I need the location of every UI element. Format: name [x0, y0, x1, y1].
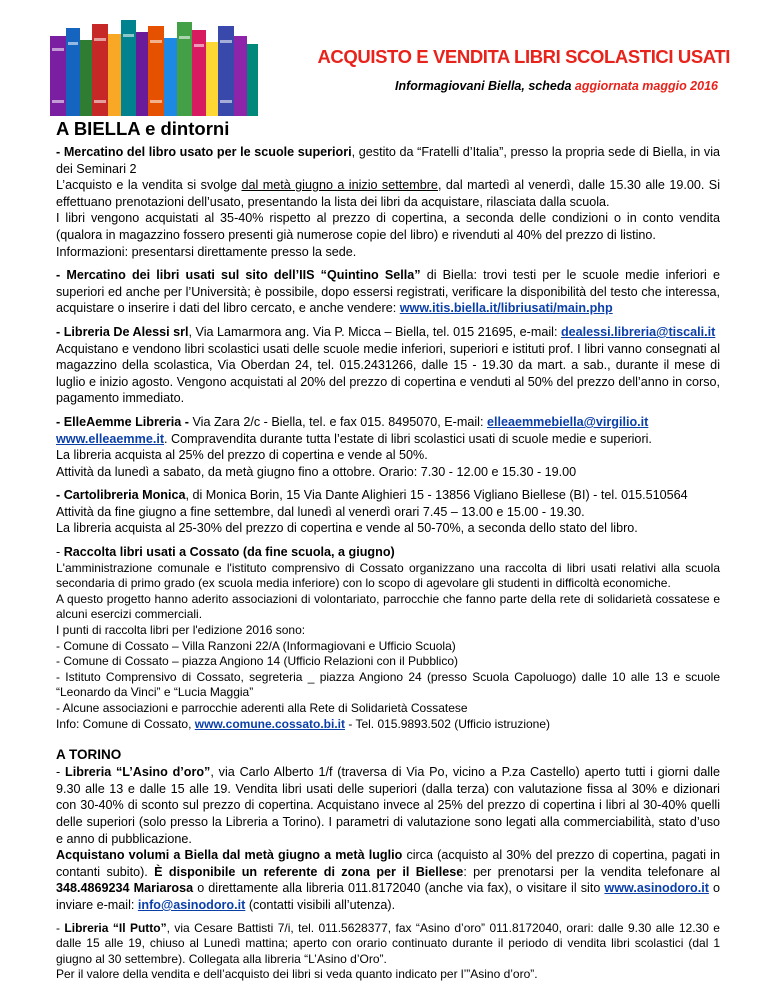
entry-title: - Mercatino del libro usato per le scuole superiori	[56, 145, 352, 159]
elleaemme-site-link[interactable]: www.elleaemme.it	[56, 431, 165, 446]
entry-de-alessi	[56, 324, 720, 407]
entry-text: o direttamente alla libreria 011.8172040 (anche via fax), o visitare il sito	[193, 881, 605, 896]
entry-cossato	[56, 544, 720, 732]
entry-text: o inviare e-mail:	[56, 881, 720, 912]
entry-asino-doro	[56, 764, 720, 913]
entry-paragraph	[56, 717, 720, 733]
asinodoro-site-link[interactable]: www.asinodoro.it	[604, 881, 709, 896]
entry-text: di Biella: trovi testi per le scuole medie inferiori e superiori ed anche per l’Università; è possibile, dopo essersi registrati, verificare la disponibilità del testo che interessa, acquistare o inserire i dati del libro cercato, e anche vendere:	[56, 268, 720, 316]
entry-title: - Libreria De Alessi srl	[56, 324, 189, 339]
entry-paragraph	[56, 267, 720, 317]
entry-paragraph	[56, 544, 720, 561]
collection-point: - Comune di Cossato – Villa Ranzoni 22/A (Informagiovani e Ufficio Scuola)	[56, 638, 456, 653]
entry-paragraph: Per il valore della vendita e dell’acquisto dei libri si veda quanto indicato per l’”Asino d’oro”.	[56, 967, 538, 982]
sella-site-link[interactable]: www.itis.biella.it/libriusati/main.php	[399, 301, 613, 316]
dealessi-email-link[interactable]: dealessi.libreria@tiscali.it	[560, 324, 716, 339]
entry-paragraph	[56, 764, 720, 847]
entry-paragraph: L'amministrazione comunale e l'istituto comprensivo di Cossato organizzano una raccolta di libri usati relativi alla scuola secondaria di primo grado (ex scuola media inferiore) con lo scopo di agevolare gli studenti in difficoltà economiche.	[56, 560, 720, 591]
document-title: ACQUISTO E VENDITA LIBRI SCOLASTICI USATI	[317, 46, 730, 67]
entry-text: , Via Lamarmora ang. Via P. Micca – Biella, tel. 015 21695, e-mail:	[188, 324, 561, 339]
entry-text: Via Zara 2/c - Biella, tel. e fax 015. 8495070, E-mail:	[188, 414, 487, 429]
entry-dash: -	[56, 545, 64, 560]
entry-monica	[56, 487, 720, 537]
subtitle-updated: aggiornata maggio 2016	[574, 79, 718, 93]
entry-paragraph: I punti di raccolta libri per l'edizione 2016 sono:	[56, 623, 306, 638]
subtitle-prefix: Informagiovani Biella, scheda	[394, 79, 575, 93]
entry-text: (contatti visibili all’utenza).	[245, 897, 396, 912]
entry-paragraph	[56, 921, 720, 968]
entry-text: L’acquisto e la vendita si svolge	[56, 178, 242, 193]
entry-title: - ElleAemme Libreria -	[56, 414, 189, 429]
entry-title: Libreria “Il Putto”	[64, 920, 167, 935]
entry-il-putto	[56, 921, 720, 983]
entry-title: - Mercatino dei libri usati sul sito dell’IIS “Quintino Sella”	[56, 268, 421, 283]
entry-paragraph: Attività da lunedì a sabato, da metà giugno fino a ottobre. Orario: 7.30 - 12.00 e 15.30 - 19.00	[56, 464, 577, 479]
entry-title: Libreria “L’Asino d’oro”	[65, 765, 211, 780]
entry-text: . Compravendita durante tutta l’estate di libri scolastici usati di scuole medie e superiori.	[164, 431, 652, 446]
books-illustration	[48, 14, 260, 118]
collection-point: - Comune di Cossato – piazza Angiono 14 (Ufficio Relazioni con il Pubblico)	[56, 654, 458, 669]
entry-text: - Tel. 015.9893.502 (Ufficio istruzione)	[345, 716, 551, 731]
entry-text: : per prenotarsi per la vendita telefonare al	[463, 864, 721, 879]
entry-text: , via Cesare Battisti 7/i, tel. 011.5628377, fax “Asino d’oro” 011.8172040, orari: dalle 9.30 alle 12.30 e dalle 15 alle 19, chiuso al Lunedì mattina; aperto con orario continuato durante il periodo di vendita libri scolastici (dal 1 giugno al 30 settembre). Collegata alla libreria “L’Asino d’Oro”.	[56, 920, 720, 966]
entry-paragraph: La libreria acquista al 25% del prezzo di copertina e vende al 50%.	[56, 448, 428, 463]
entry-text: circa (acquisto al 30% del prezzo di copertina, pagati in contanti subito).	[56, 848, 720, 879]
collection-point: - Alcune associazioni e parrocchie aderenti alla Rete di Solidarietà Cossatese	[56, 701, 468, 715]
entry-paragraph: I libri vengono acquistati al 35-40% rispetto al prezzo di copertina, a seconda delle condizioni o in conto vendita (qualora in magazzino fossero presenti già numerose copie del libro) e rivenduti al 40% del prezzo di listino.	[56, 211, 720, 242]
entry-paragraph: Acquistano e vendono libri scolastici usati delle scuole medie inferiori, superiori e istituti prof. I libri vanno consegnati al magazzino della scolastica, Via Oberdan 24, tel. 015.2431266, dalle 15 - 19.30 da mart. a sab., durante il mese di luglio e inizio agosto. Vengono acquistati al 20% del prezzo di copertina e venduti al 50% del prezzo dell’anno in corso, pagamento immediato.	[56, 341, 720, 406]
entry-text: , gestito da “Fratelli d’Italia”, presso la propria sede di Biella, in via dei Seminari 2	[56, 145, 720, 176]
entry-paragraph: Attività da fine giugno a fine settembre, dal lunedì al venerdì orari 7.45 – 13.00 e 15.00 - 19.30.	[56, 504, 585, 519]
entry-paragraph	[56, 847, 720, 913]
entry-dash: -	[56, 765, 65, 780]
entry-text: , dal martedì al venerdì, dalle 15.30 alle 19.00. Si effettuano prenotazioni dell’usato, presentando la lista dei libri da acquistare, rilasciata dalla scuola.	[56, 178, 720, 209]
entry-title: - Cartolibreria Monica	[56, 488, 186, 503]
document-subtitle	[300, 79, 718, 93]
collection-point: - Istituto Comprensivo di Cossato, segreteria _ piazza Angiono 24 (presso Scuola Capoluogo) dalle 10 alle 13 e scuole “Leonardo da Vinci” e “Lucia Maggia”	[56, 669, 720, 700]
entry-elleaemme	[56, 414, 720, 480]
entry-paragraph	[56, 177, 720, 210]
entry-paragraph	[56, 487, 720, 504]
entry-text: Info: Comune di Cossato,	[56, 716, 195, 731]
entry-text: , di Monica Borin, 15 Via Dante Alighieri 15 - 13856 Vigliano Biellese (BI) - tel. 015.510564	[185, 488, 688, 503]
elleaemme-email-link[interactable]: elleaemmebiella@virgilio.it	[486, 414, 649, 429]
entry-paragraph: La libreria acquista al 25-30% del prezzo di copertina e vende al 50-70%, a seconda dello stato del libro.	[56, 521, 638, 536]
books-row	[50, 20, 258, 116]
entry-title: Raccolta libri usati a Cossato (da fine scuola, a giugno)	[63, 545, 395, 560]
entry-period: dal metà giugno a inizio settembre	[241, 178, 438, 193]
asinodoro-email-link[interactable]: info@asinodoro.it	[137, 897, 246, 912]
section-heading-torino: A TORINO	[56, 747, 122, 763]
entry-paragraph	[56, 324, 720, 341]
entry-text: , via Carlo Alberto 1/f (traversa di Via Po, vicino a P.za Castello) aperto tutti i giorni dalle 9.30 alle 13 e dalle 15 alle 19. Vendita libri usati delle superiori (dalla terza) con valutazione fissa al 30% e dizionari con 30-40% di sconto sul prezzo di copertina. Acquistano invece al 25% del prezzo di copertina i libri al 30-40% quelli delle superiori (solo presso la Libreria a Torino). I parametri di valutazione sono legati alla commerciabilità, stato d’uso e anno di pubblicazione.	[56, 765, 720, 846]
entry-highlight: È disponibile un referente di zona per il Biellese	[154, 864, 464, 879]
entry-quintino-sella	[56, 267, 720, 317]
entry-dash: -	[56, 920, 65, 935]
entry-paragraph	[56, 144, 720, 177]
entry-highlight: Acquistano volumi a Biella dal metà giugno a metà luglio	[56, 848, 403, 863]
entry-paragraph: Informazioni: presentarsi direttamente presso la sede.	[56, 244, 357, 259]
section-heading-biella: A BIELLA e dintorni	[56, 118, 230, 139]
entry-paragraph	[56, 414, 720, 447]
referente-phone: 348.4869234 Mariarosa	[56, 881, 194, 896]
cossato-site-link[interactable]: www.comune.cossato.bi.it	[194, 716, 345, 731]
entry-paragraph: A questo progetto hanno aderito associazioni di volontariato, parrocchie che fanno parte della rete di solidarietà cossatese e alcuni esercizi commerciali.	[56, 591, 720, 622]
main-content	[56, 118, 720, 990]
entry-mercatino	[56, 144, 720, 260]
